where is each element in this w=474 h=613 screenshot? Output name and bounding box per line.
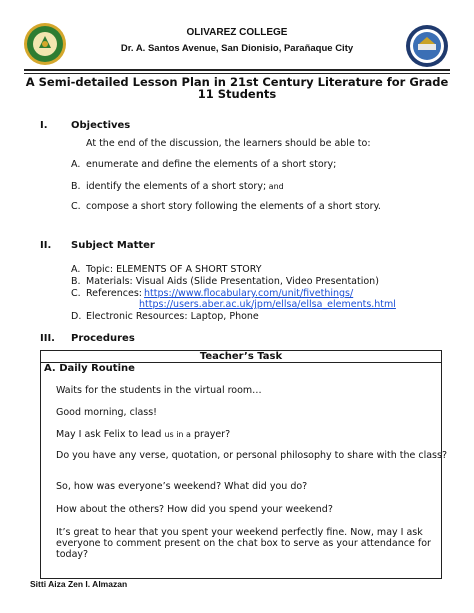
- routine-line-attendance-1: It’s great to hear that you spent your weekend perfectly fine. Now, may I ask: [56, 527, 423, 538]
- prayer-text-2: us in a: [164, 430, 191, 439]
- routine-line-attendance-3: today?: [56, 549, 89, 560]
- objective-letter-a: A.: [71, 159, 81, 170]
- prayer-text-1: May I ask Felix to lead: [56, 429, 165, 440]
- college-address: Dr. A. Santos Avenue, San Dionisio, Parañaque City: [120, 43, 354, 54]
- subject-letter-a: A.: [71, 264, 81, 275]
- daily-routine-heading: A. Daily Routine: [44, 363, 135, 374]
- routine-line-others: How about the others? How did you spend your weekend?: [56, 504, 333, 515]
- footer-author: Sitti Aiza Zen I. Almazan: [30, 579, 128, 589]
- routine-line-greeting: Good morning, class!: [56, 407, 157, 418]
- objective-letter-c: C.: [71, 201, 81, 212]
- subject-topic: Topic: ELEMENTS OF A SHORT STORY: [86, 264, 262, 275]
- section-number-subject: II.: [40, 240, 52, 251]
- objective-text-b: identify the elements of a short story;: [86, 181, 267, 192]
- subject-materials: Materials: Visual Aids (Slide Presentation, Video Presentation): [86, 276, 379, 287]
- objective-text-c: compose a short story following the elements of a short story.: [86, 201, 381, 212]
- prayer-text-3: prayer?: [190, 429, 231, 440]
- document-title: A Semi-detailed Lesson Plan in 21st Century Literature for Grade 11 Students: [25, 75, 449, 101]
- header-rule-thin: [24, 73, 450, 74]
- reference-link-aber[interactable]: https://users.aber.ac.uk/jpm/ellsa/ellsa_elements.html: [139, 299, 396, 310]
- subject-references: References:: [86, 288, 142, 299]
- subject-letter-d: D.: [71, 311, 82, 322]
- reference-link-flocabulary[interactable]: https://www.flocabulary.com/unit/fivethings/: [144, 288, 354, 299]
- objective-b: [86, 181, 284, 192]
- routine-line-waits: Waits for the students in the virtual room…: [56, 385, 262, 396]
- subject-letter-b: B.: [71, 276, 81, 287]
- objective-letter-b: B.: [71, 181, 81, 192]
- college-name: OLIVAREZ COLLEGE: [186, 27, 288, 38]
- header-rule: [24, 69, 450, 71]
- objective-suffix-b: and: [266, 182, 284, 191]
- routine-line-verse: Do you have any verse, quotation, or personal philosophy to share with the class?: [56, 450, 447, 461]
- city-seal-icon: [405, 24, 449, 68]
- subject-electronic-resources: Electronic Resources: Laptop, Phone: [86, 311, 259, 322]
- section-number-objectives: I.: [40, 120, 48, 131]
- table-header-teachers-task: Teacher’s Task: [199, 351, 283, 362]
- objective-text-a: enumerate and define the elements of a short story;: [86, 159, 337, 170]
- subject-letter-c: C.: [71, 288, 81, 299]
- section-number-procedures: III.: [40, 333, 55, 344]
- section-heading-objectives: Objectives: [71, 120, 131, 131]
- section-heading-subject: Subject Matter: [71, 240, 155, 251]
- routine-line-prayer: [56, 429, 230, 440]
- routine-line-weekend: So, how was everyone’s weekend? What did you do?: [56, 481, 308, 492]
- section-heading-procedures: Procedures: [71, 333, 135, 344]
- routine-line-attendance-2: everyone to comment present on the chat box to serve as your attendance for: [56, 538, 431, 549]
- objectives-intro: At the end of the discussion, the learners should be able to:: [86, 138, 371, 149]
